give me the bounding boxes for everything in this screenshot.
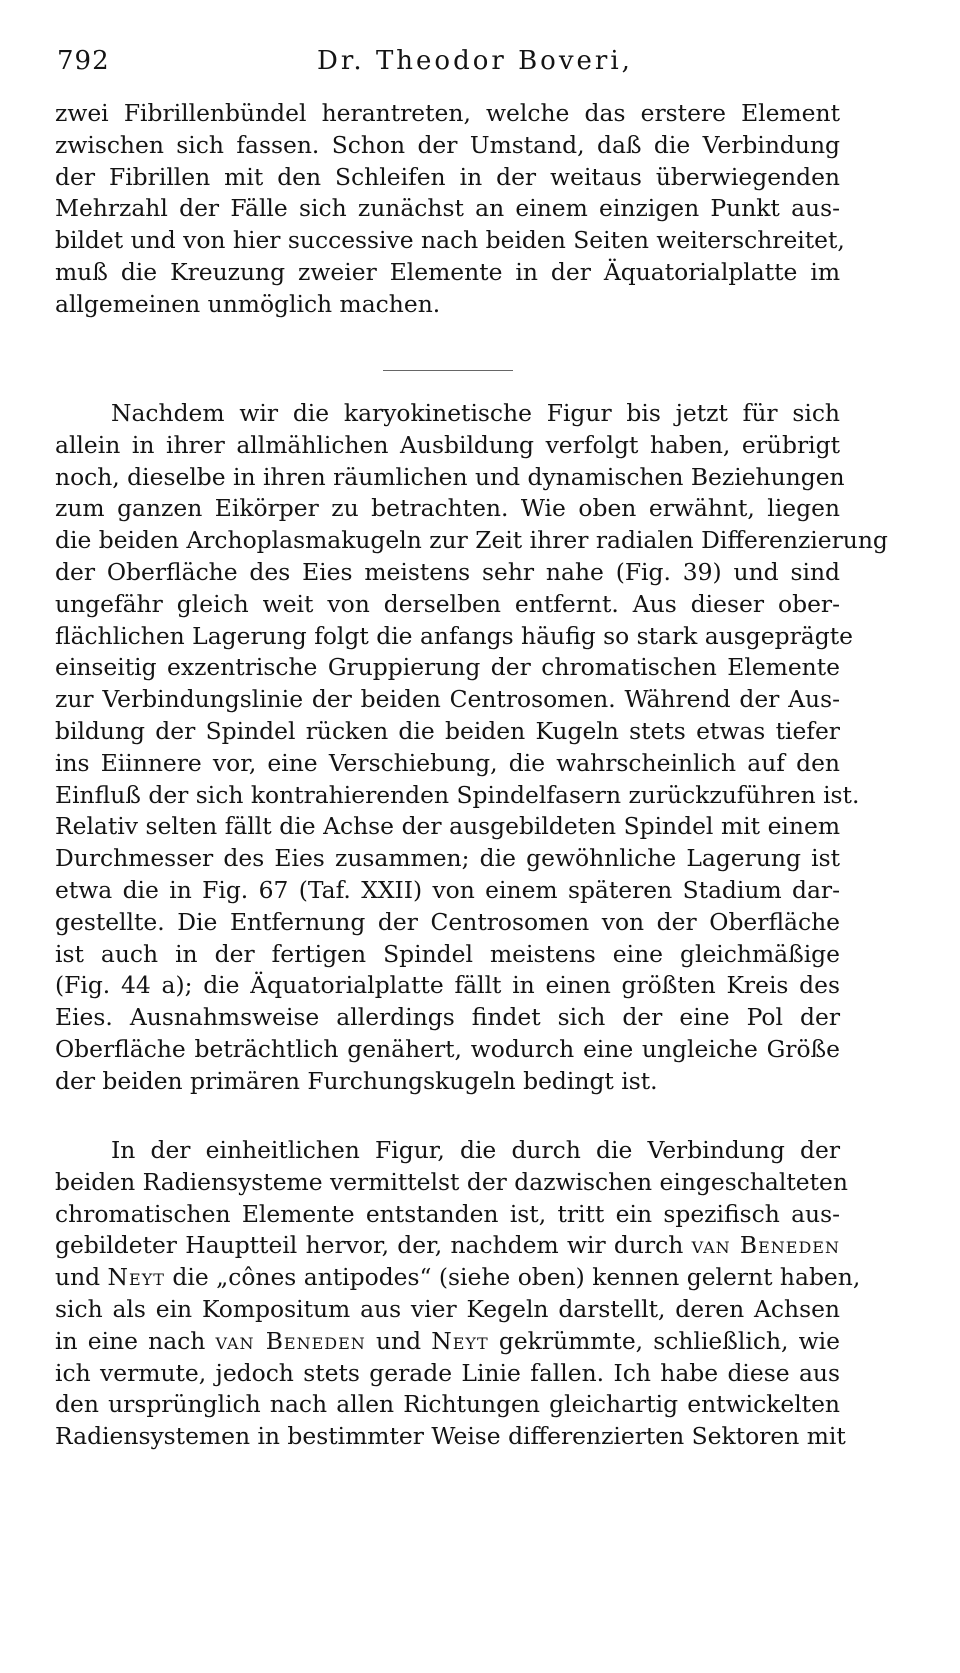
section-divider (383, 370, 513, 371)
line-text: die „cônes antipodes“ (siehe oben) kennen gelernt haben, (164, 1263, 861, 1292)
text-line: sich als ein Kompositum aus vier Kegeln darstellt, deren Achsen (55, 1294, 840, 1323)
line-text: gebildeter Hauptteil hervor, der, nachdem wir durch (55, 1231, 692, 1260)
paragraph-2 (55, 398, 888, 1098)
text-line: ich vermute, jedoch stets gerade Linie fallen. Ich habe diese aus (55, 1358, 840, 1387)
line-text: gekrümmte, schließlich, wie (488, 1326, 840, 1355)
text-line: etwa die in Fig. 67 (Taf. XXII) von einem späteren Stadium dar- (55, 875, 840, 904)
text-line: zur Verbindungslinie der beiden Centrosomen. Während der Aus- (55, 685, 840, 714)
text-line (55, 1326, 840, 1358)
text-line (55, 1230, 840, 1262)
page-header (57, 40, 837, 80)
text-line: allgemeinen unmöglich machen. (55, 289, 441, 318)
text-line: Oberfläche beträchtlich genähert, wodurch eine ungleiche Größe (55, 1034, 840, 1063)
running-head: Dr. Theodor Boveri, (317, 46, 633, 76)
page-number: 792 (57, 46, 110, 76)
text-line: Radiensystemen in bestimmter Weise differenzierten Sektoren mit (55, 1422, 846, 1451)
text-line: Mehrzahl der Fälle sich zunächst an einem einzigen Punkt aus- (55, 194, 840, 223)
text-line: allein in ihrer allmählichen Ausbildung verfolgt haben, erübrigt (55, 430, 840, 459)
text-line: ins Eiinnere vor, eine Verschiebung, die wahrscheinlich auf den (55, 748, 840, 777)
text-line: chromatischen Elemente entstanden ist, tritt ein spezifisch aus- (55, 1199, 840, 1228)
text-line: Eies. Ausnahmsweise allerdings findet sich der eine Pol der (55, 1003, 840, 1032)
text-line: gestellte. Die Entfernung der Centrosomen von der Oberfläche (55, 907, 840, 936)
text-line: der Oberfläche des Eies meistens sehr nahe (Fig. 39) und sind (55, 557, 840, 586)
text-line: zum ganzen Eikörper zu betrachten. Wie oben erwähnt, liegen (55, 494, 840, 523)
text-line: bildung der Spindel rücken die beiden Kugeln stets etwas tiefer (55, 716, 840, 745)
text-line: beiden Radiensysteme vermittelst der dazwischen eingeschalteten (55, 1167, 848, 1196)
text-line: den ursprünglich nach allen Richtungen gleichartig entwickelten (55, 1390, 840, 1419)
text-line: noch, dieselbe in ihren räumlichen und dynamischen Beziehungen (55, 462, 845, 491)
paragraph-3 (55, 1135, 861, 1453)
paragraph-1 (55, 98, 845, 321)
line-text: und (365, 1326, 432, 1355)
text-line: In der einheitlichen Figur, die durch die Verbindung der (111, 1136, 840, 1164)
line-text: in eine nach (55, 1326, 216, 1355)
text-line: (Fig. 44 a); die Äquatorialplatte fällt in einen größten Kreis des (55, 971, 840, 1000)
text-line: bildet und von hier successive nach beiden Seiten weiterschreitet, (55, 226, 845, 255)
author-name-smallcaps: van Beneden (215, 1326, 366, 1355)
author-name-smallcaps: Neyt (107, 1263, 165, 1292)
author-name-smallcaps: Neyt (431, 1326, 489, 1355)
text-line (55, 1262, 861, 1294)
text-line: ungefähr gleich weit von derselben entfernt. Aus dieser ober- (55, 589, 840, 618)
text-line: Einfluß der sich kontrahierenden Spindelfasern zurückzuführen ist. (55, 780, 860, 809)
text-line: der beiden primären Furchungskugeln bedingt ist. (55, 1066, 658, 1095)
text-line: muß die Kreuzung zweier Elemente in der Äquatorialplatte im (55, 257, 840, 286)
text-line: ist auch in der fertigen Spindel meistens eine gleichmäßige (55, 939, 840, 968)
text-line: zwischen sich fassen. Schon der Umstand, daß die Verbindung (55, 130, 840, 159)
author-name-smallcaps: van Beneden (691, 1231, 840, 1260)
line-text: und (55, 1263, 108, 1292)
text-line: Durchmesser des Eies zusammen; die gewöhnliche Lagerung ist (55, 844, 840, 873)
text-line: zwei Fibrillenbündel herantreten, welche das erstere Element (55, 99, 840, 127)
text-line: der Fibrillen mit den Schleifen in der weitaus überwiegenden (55, 162, 840, 191)
text-line: die beiden Archoplasmakugeln zur Zeit ihrer radialen Differenzierung (55, 526, 888, 555)
text-line: flächlichen Lagerung folgt die anfangs häufig so stark ausgeprägte (55, 621, 853, 650)
text-line: Relativ selten fällt die Achse der ausgebildeten Spindel mit einem (55, 812, 840, 841)
text-line: einseitig exzentrische Gruppierung der chromatischen Elemente (55, 653, 840, 682)
text-line: Nachdem wir die karyokinetische Figur bis jetzt für sich (111, 399, 840, 427)
